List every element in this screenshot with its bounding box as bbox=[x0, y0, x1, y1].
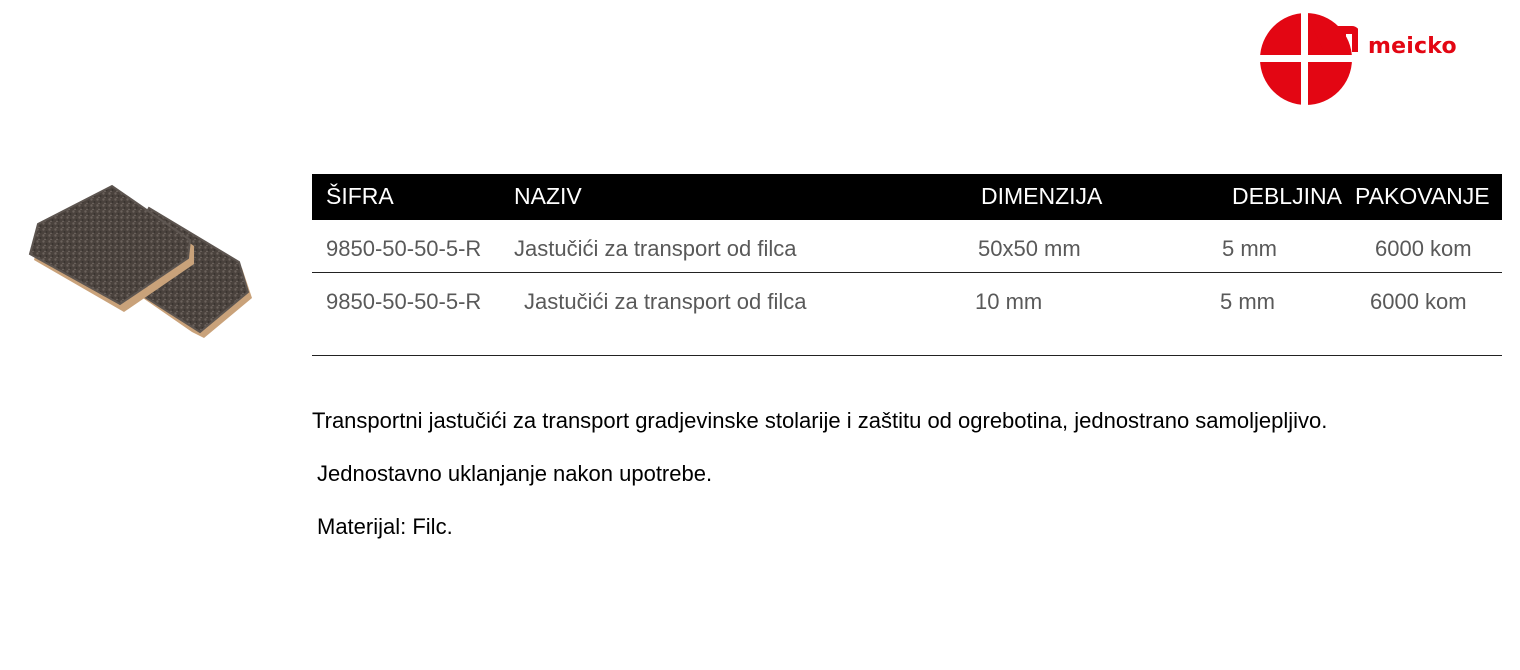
felt-pads-photo-icon bbox=[24, 180, 264, 365]
cell-thickness: 5 mm bbox=[1220, 289, 1275, 314]
header-packaging: PAKOVANJE bbox=[1355, 183, 1490, 209]
meicko-logo-icon bbox=[1258, 12, 1358, 108]
cell-thickness: 5 mm bbox=[1222, 236, 1277, 261]
brand-logo bbox=[1258, 12, 1488, 108]
brand-name: meicko bbox=[1368, 34, 1457, 59]
header-thickness: DEBLJINA bbox=[1232, 183, 1342, 209]
cell-dimension: 50x50 mm bbox=[978, 236, 1081, 261]
spec-table bbox=[312, 174, 1502, 356]
cell-name: Jastučići za transport od filca bbox=[524, 289, 807, 314]
cell-dimension: 10 mm bbox=[975, 289, 1043, 314]
product-image bbox=[24, 180, 264, 365]
header-dimension: DIMENZIJA bbox=[981, 183, 1103, 209]
description-line: Jednostavno uklanjanje nakon upotrebe. bbox=[317, 461, 713, 486]
cell-code: 9850-50-50-5-R bbox=[326, 289, 482, 314]
table-row bbox=[312, 220, 1502, 273]
cell-name: Jastučići za transport od filca bbox=[514, 236, 797, 261]
description-line: Materijal: Filc. bbox=[317, 514, 453, 539]
cell-packaging: 6000 kom bbox=[1375, 236, 1472, 261]
cell-code: 9850-50-50-5-R bbox=[326, 236, 482, 261]
description-line: Transportni jastučići za transport gradjevinske stolarije i zaštitu od ogrebotina, jednostrano samoljepljivo. bbox=[312, 408, 1328, 433]
header-code: ŠIFRA bbox=[326, 183, 394, 209]
table-header bbox=[312, 174, 1502, 220]
header-name: NAZIV bbox=[514, 183, 582, 209]
table-row bbox=[312, 273, 1502, 356]
cell-packaging: 6000 kom bbox=[1370, 289, 1467, 314]
